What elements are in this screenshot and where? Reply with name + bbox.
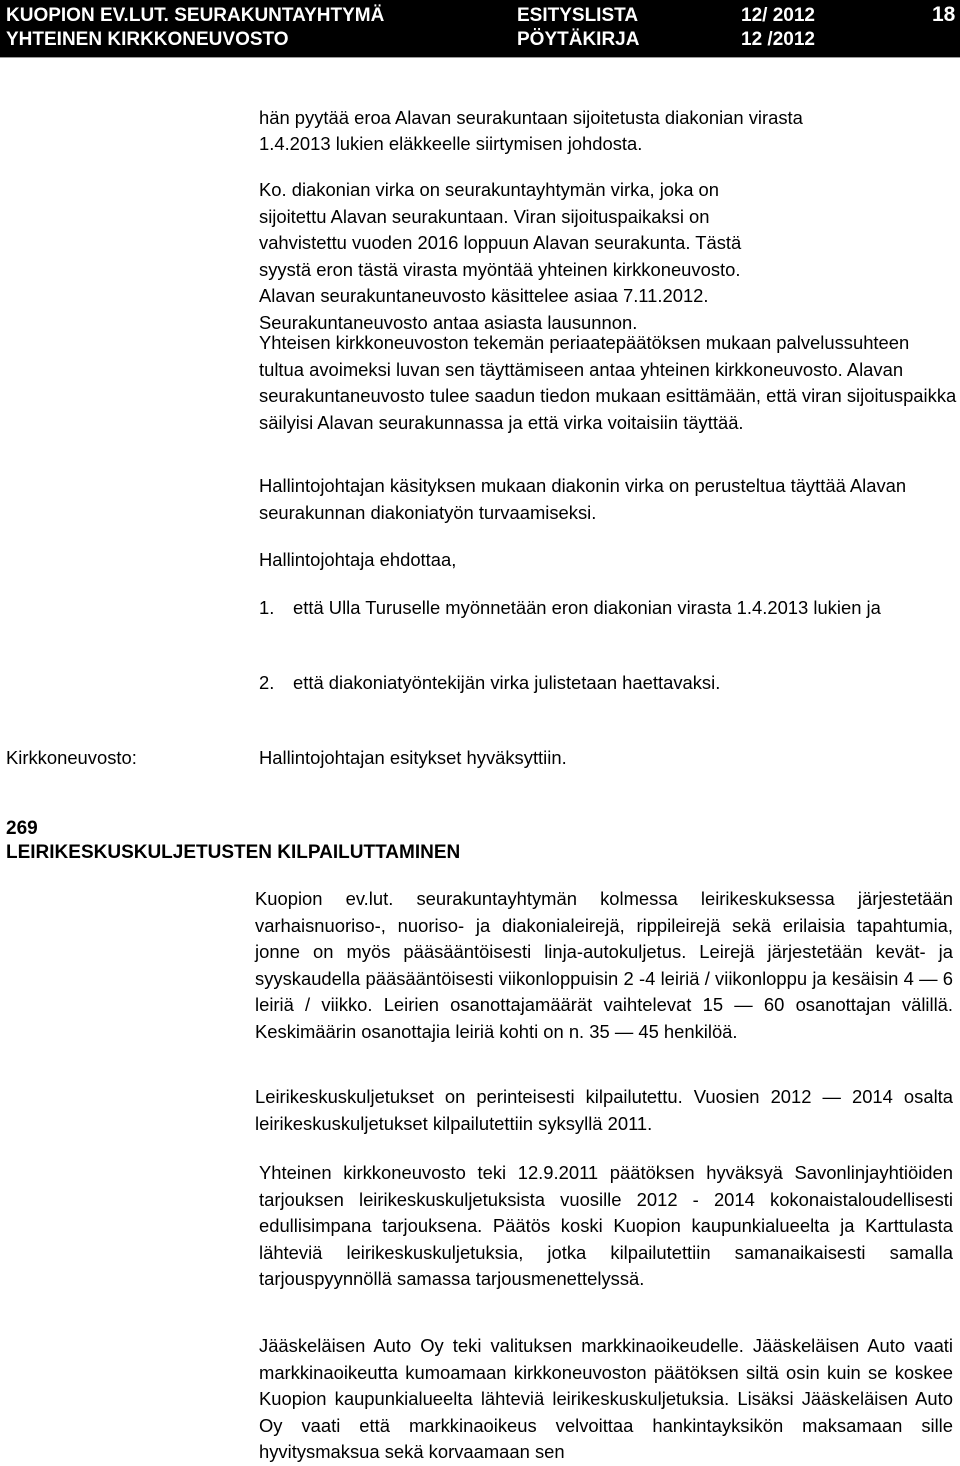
page-number: 18 (932, 3, 956, 26)
paragraph-3: Hallintojohtajan käsityksen mukaan diakonin virka on perusteltua täyttää Alavan seurakunnan diakoniatyön turvaamiseksi. (259, 475, 907, 523)
meeting-number-minutes: 12 /2012 (741, 29, 815, 50)
meeting-number-agenda: 12/ 2012 (741, 5, 815, 26)
intro-line-1: hän pyytää eroa Alavan seurakuntaan sijoitetusta diakonian virasta (259, 107, 803, 128)
section-paragraph-4: Jääskeläisen Auto Oy teki valituksen markkinaoikeudelle. Jääskeläisen Auto vaati markkinaoikeutta kumoamaan kirkkoneuvoston päätöksen siltä osin kuin se koskee Kuopion kaupunkialueelta lähteviä leirikeskuskuljetuksia. Lisäksi Jääskeläisen Auto Oy vaati että markkinaoikeus velvoittaa hankintayksikön maksamaan sille hyvitysmaksua sekä korvaamaan sen (259, 1335, 953, 1463)
section-title: LEIRIKESKUSKULJETUSTEN KILPAILUTTAMINEN (6, 842, 461, 863)
proposal-text: että Ulla Turuselle myönnetään eron diakonian virasta 1.4.2013 lukien ja (293, 597, 881, 618)
header-divider (0, 57, 960, 58)
decision-text: Hallintojohtajan esitykset hyväksyttiin. (259, 747, 567, 768)
section-paragraph-1: Kuopion ev.lut. seurakuntayhtymän kolmessa leirikeskuksessa järjestetään varhaisnuoriso-, nuoriso- ja diakonialeirejä, rippileirejä sekä erilaisia tapahtumia, jonne on myös pääsääntöisesti linja-autokuljetus. Leirejä järjestetään kevät- ja syyskaudella pääsääntöisesti viikonloppuisin 2 -4 leiriä / viikonloppu ja kesäisin 4 — 6 leiriä / viikko. Leirien osanottajamäärät vaihtelevat 15 — 60 osanottajan välillä. Keskimäärin osanottajia leiriä kohti on n. 35 — 45 henkilöä. (255, 888, 953, 1042)
page-header (0, 0, 960, 58)
body-name: YHTEINEN KIRKKONEUVOSTO (6, 29, 289, 50)
proposal-intro: Hallintojohtaja ehdottaa, (259, 549, 457, 570)
section-number: 269 (6, 818, 38, 839)
paragraph-1: Ko. diakonian virka on seurakuntayhtymän virka, joka on sijoitettu Alavan seurakuntaan. Viran sijoituspaikaksi on vahvistettu vuoden 2016 loppuun Alavan seurakunta. Tästä syystä eron tästä virasta myöntää yhteinen kirkkoneuvosto. Alavan seurakuntaneuvosto käsittelee asiaa 7.11.2012. Seurakuntaneuvosto antaa asiasta lausunnon. (259, 179, 742, 333)
decision-label: Kirkkoneuvosto: (6, 747, 137, 768)
section-paragraph-3: Yhteinen kirkkoneuvosto teki 12.9.2011 päätöksen hyväksyä Savonlinjayhtiöiden tarjouksen leirikeskuskuljetuksista vuosille 2012 - 2014 kokonaistaloudellisesti edullisimpana tarjouksena. Päätös koski Kuopion kaupunkialueelta ja Karttulasta lähteviä leirikeskuskuljetuksia, jotka kilpailutettiin samanaikaisesti samalla tarjouspyynnöllä samassa tarjousmenettelyssä. (259, 1162, 953, 1290)
document-type-minutes: PÖYTÄKIRJA (517, 29, 640, 50)
proposal-item-1 (259, 595, 959, 648)
paragraph-2: Yhteisen kirkkoneuvoston tekemän periaatepäätöksen mukaan palvelussuhteen tultua avoimeksi luvan sen täyttämiseen antaa yhteinen kirkkoneuvosto. Alavan seurakuntaneuvosto tulee saadun tiedon mukaan esittämään, että viran sijoituspaikka säilyisi Alavan seurakunnassa ja että virka voitaisiin täyttää. (259, 332, 957, 433)
document-type-agenda: ESITYSLISTA (517, 5, 639, 26)
intro-line-2: 1.4.2013 lukien eläkkeelle siirtymisen johdosta. (259, 133, 643, 154)
proposal-number: 2. (259, 672, 275, 693)
proposal-text: että diakoniatyöntekijän virka julistetaan haettavaksi. (293, 672, 721, 693)
proposal-item-2 (259, 670, 959, 697)
proposal-number: 1. (259, 597, 275, 618)
organization-name: KUOPION EV.LUT. SEURAKUNTAYHTYMÄ (6, 5, 385, 26)
section-paragraph-2: Leirikeskuskuljetukset on perinteisesti kilpailutettu. Vuosien 2012 — 2014 osalta leirikeskuskuljetukset kilpailutettiin syksyllä 2011. (255, 1086, 953, 1134)
